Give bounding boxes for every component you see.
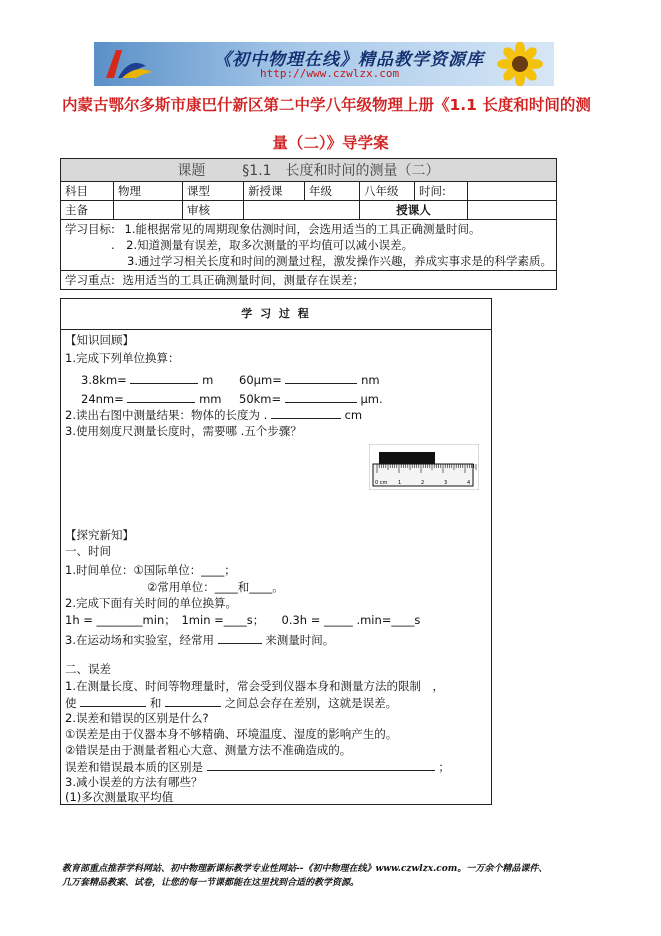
error-question-2: 2.误差和错误的区别是什么? <box>65 711 209 725</box>
question-3: 3.使用刻度尺测量长度时，需要哪 .五个步骤？ <box>65 424 302 438</box>
site-banner <box>94 42 554 86</box>
answer-blank[interactable] <box>80 695 146 707</box>
learning-process-box <box>60 298 492 805</box>
answer-blank[interactable] <box>165 695 221 707</box>
explore-heading: 【探究新知】 <box>65 528 134 542</box>
error-answer-a: ①误差是由于仪器本身不够精确、环境温度、湿度的影响产生的。 <box>65 727 398 741</box>
teacher-value <box>468 201 557 220</box>
type-label: 课型 <box>183 182 244 201</box>
lesson-title: §1.1 长度和时间的测量（二） <box>242 163 440 179</box>
conversion-2: 60μm= nm <box>239 373 380 387</box>
document-title-line1: 内蒙古鄂尔多斯市康巴什新区第二中学八年级物理上册《1.1 长度和时间的测 <box>62 96 591 114</box>
footer-line-2: 几万套精品教案、试卷，让您的每一节课都能在这里找到合适的教学资源。 <box>62 878 360 888</box>
document-title-line2: 量（二）》导学案 <box>272 134 389 152</box>
conversion-4: 50km= μm. <box>239 392 383 406</box>
subject-value: 物理 <box>114 182 183 201</box>
error-question-1b: 使 和 之间总会存在差别，这就是误差。 <box>65 696 398 710</box>
question-1: 1.完成下列单位换算： <box>65 351 180 365</box>
ruler-number: 1 <box>398 480 402 486</box>
ruler-figure <box>369 444 479 490</box>
time-value <box>468 182 557 201</box>
page-footer <box>62 862 607 890</box>
editor-value <box>114 201 183 220</box>
banner-title: 《初中物理在线》精品教学资源库 <box>214 50 484 70</box>
conversion-1: 3.8km= m <box>81 373 214 387</box>
answer-blank[interactable] <box>127 391 195 403</box>
grade-label: 年级 <box>305 182 360 201</box>
error-question-1a: 1.在测量长度、时间等物理量时，常会受到仪器本身和测量方法的限制 ， <box>65 679 444 693</box>
answer-blank[interactable] <box>285 372 357 384</box>
grade-value: 八年级 <box>360 182 415 201</box>
sunflower-icon <box>480 42 550 86</box>
ruler-number: 3 <box>444 480 448 486</box>
site-logo-icon <box>102 46 154 82</box>
editor-label: 主备 <box>61 201 114 220</box>
goals-cell <box>61 220 557 271</box>
ruler-unit: 0 cm <box>375 480 388 486</box>
subject-label: 科目 <box>61 182 114 201</box>
answer-blank[interactable] <box>218 632 262 644</box>
type-value: 新授课 <box>244 182 305 201</box>
banner-url[interactable]: http://www.czwlzx.com <box>260 67 400 80</box>
ruler-number: 2 <box>421 480 425 486</box>
error-question-2c: 误差和错误最本质的区别是 ； <box>65 760 450 774</box>
answer-blank[interactable] <box>285 391 357 403</box>
reviewer-label: 审核 <box>183 201 244 220</box>
section-error: 二、误差 <box>65 662 111 676</box>
lesson-title-cell <box>61 159 557 182</box>
answer-blank[interactable] <box>130 372 198 384</box>
time-question-2: 2.完成下面有关时间的单位换算。 <box>65 596 237 610</box>
answer-blank[interactable] <box>271 407 341 419</box>
time-label: 时间: <box>415 182 468 201</box>
section-time: 一、时间 <box>65 544 111 558</box>
key-label: 学习重点: <box>65 273 115 287</box>
footer-line-1: 教育部重点推荐学科网站、初中物理新课标教学专业性网站--《初中物理在线》www.czwlzx.com。一万余个精品课件、 <box>62 864 548 874</box>
reviewer-value <box>244 201 360 220</box>
time-question-3: 3.在运动场和实验室，经常用 来测量时间。 <box>65 633 335 647</box>
goal-1: 1.能根据常见的周期现象估测时间，会选用适当的工具正确测量时间。 <box>124 222 481 236</box>
goal-3: 3.通过学习相关长度和时间的测量过程，激发操作兴趣，养成实事求是的科学素质。 <box>127 254 552 268</box>
key-points-cell <box>61 271 557 290</box>
time-conversion-line: 1h = ________min； 1min =____s； 0.3h = _____ .min=____s <box>65 613 421 627</box>
time-question-1b: ②常用单位：____和____。 <box>147 580 284 594</box>
lesson-label: 课题 <box>177 163 206 179</box>
error-method-1: (1)多次测量取平均值 <box>65 790 174 804</box>
question-2: 2.读出右图中测量结果：物体的长度为 . cm <box>65 408 363 422</box>
conversion-3: 24nm= mm <box>81 392 222 406</box>
answer-blank[interactable] <box>207 759 435 771</box>
lesson-info-table <box>60 158 557 290</box>
teacher-label: 授课人 <box>360 201 468 220</box>
ruler-number: 4 <box>467 480 471 486</box>
error-answer-b: ②错误是由于测量者粗心大意、测量方法不准确造成的。 <box>65 743 352 757</box>
goal-2: . 2.知道测量有误差，取多次测量的平均值可以减小误差。 <box>111 238 414 252</box>
goals-label: 学习目标: <box>65 222 115 236</box>
error-question-3: 3.减小误差的方法有哪些？ <box>65 775 203 789</box>
review-heading: 【知识回顾】 <box>65 333 134 347</box>
time-question-1a: 1.时间单位：①国际单位：____； <box>65 563 236 577</box>
key-points: 选用适当的工具正确测量时间，测量存在误差； <box>122 273 365 287</box>
process-title: 学 习 过 程 <box>61 299 491 330</box>
